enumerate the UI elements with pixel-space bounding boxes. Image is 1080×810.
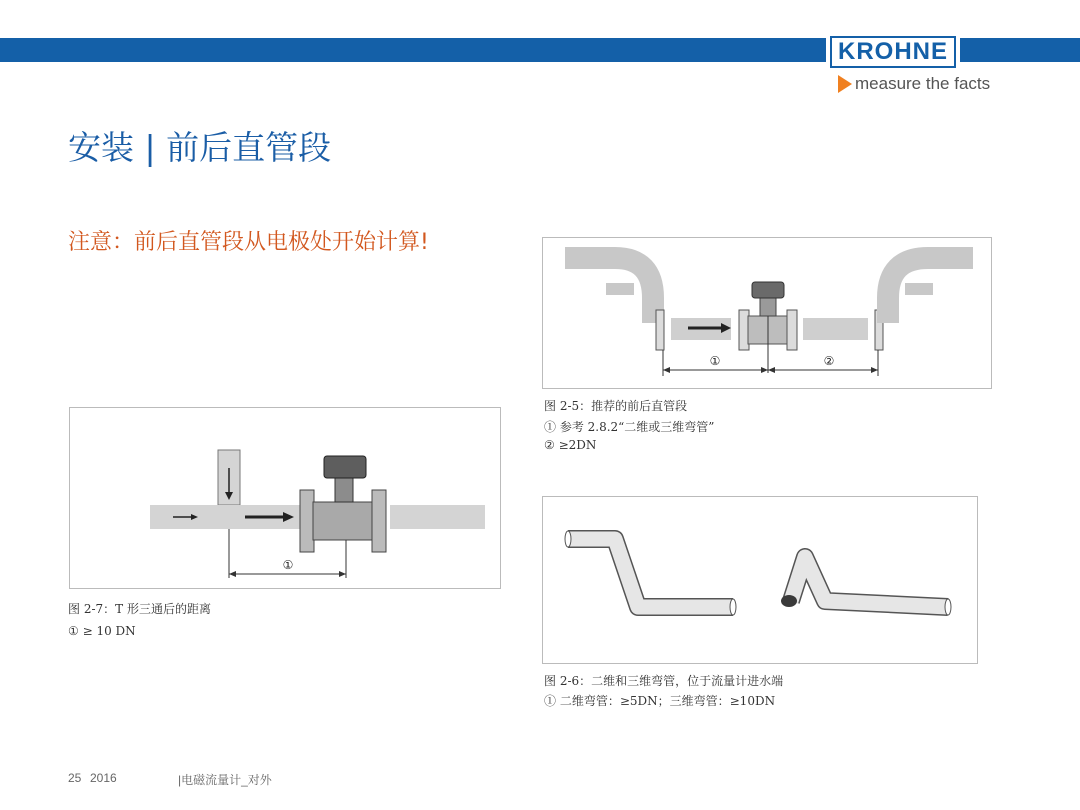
page-title: 安装 | 前后直管段 — [68, 128, 332, 167]
marker-2: ② — [823, 354, 835, 368]
arrow-icon — [838, 75, 852, 93]
fig26-item-1: ① 二维弯管：≥5DN；三维弯管：≥10DN — [544, 694, 776, 708]
pipe-diagram-2-5 — [543, 238, 991, 388]
fig27-caption: 图 2-7：T 形三通后的距离 — [68, 602, 211, 616]
krohne-logo — [826, 33, 960, 71]
footer-doc: |电磁流量计_对外 — [178, 773, 272, 787]
figure-2-5 — [542, 237, 992, 389]
tagline-text: measure the facts — [855, 74, 991, 93]
footer-year: 2016 — [90, 771, 117, 785]
fig25-caption: 图 2-5：推荐的前后直管段 — [544, 399, 688, 413]
marker-1: ① — [709, 354, 721, 368]
fig25-item-1: ① 参考 2.8.2“二维或三维弯管” — [544, 420, 715, 434]
marker-1: ① — [282, 558, 294, 572]
fig25-item-2: ② ≥2DN — [544, 438, 597, 452]
pipe-diagram-2-7 — [70, 408, 500, 588]
figure-2-6 — [542, 496, 978, 664]
logo-text: KROHNE — [830, 36, 956, 68]
figure-2-7 — [69, 407, 501, 589]
page-number: 25 — [68, 771, 82, 785]
pipe-diagram-2-6 — [543, 497, 977, 663]
tagline — [838, 74, 990, 94]
fig27-item-1: ① ≥ 10 DN — [68, 624, 136, 638]
note-text: 注意：前后直管段从电极处开始计算! — [68, 230, 429, 255]
fig26-caption: 图 2-6：二维和三维弯管，位于流量计进水端 — [544, 674, 784, 688]
